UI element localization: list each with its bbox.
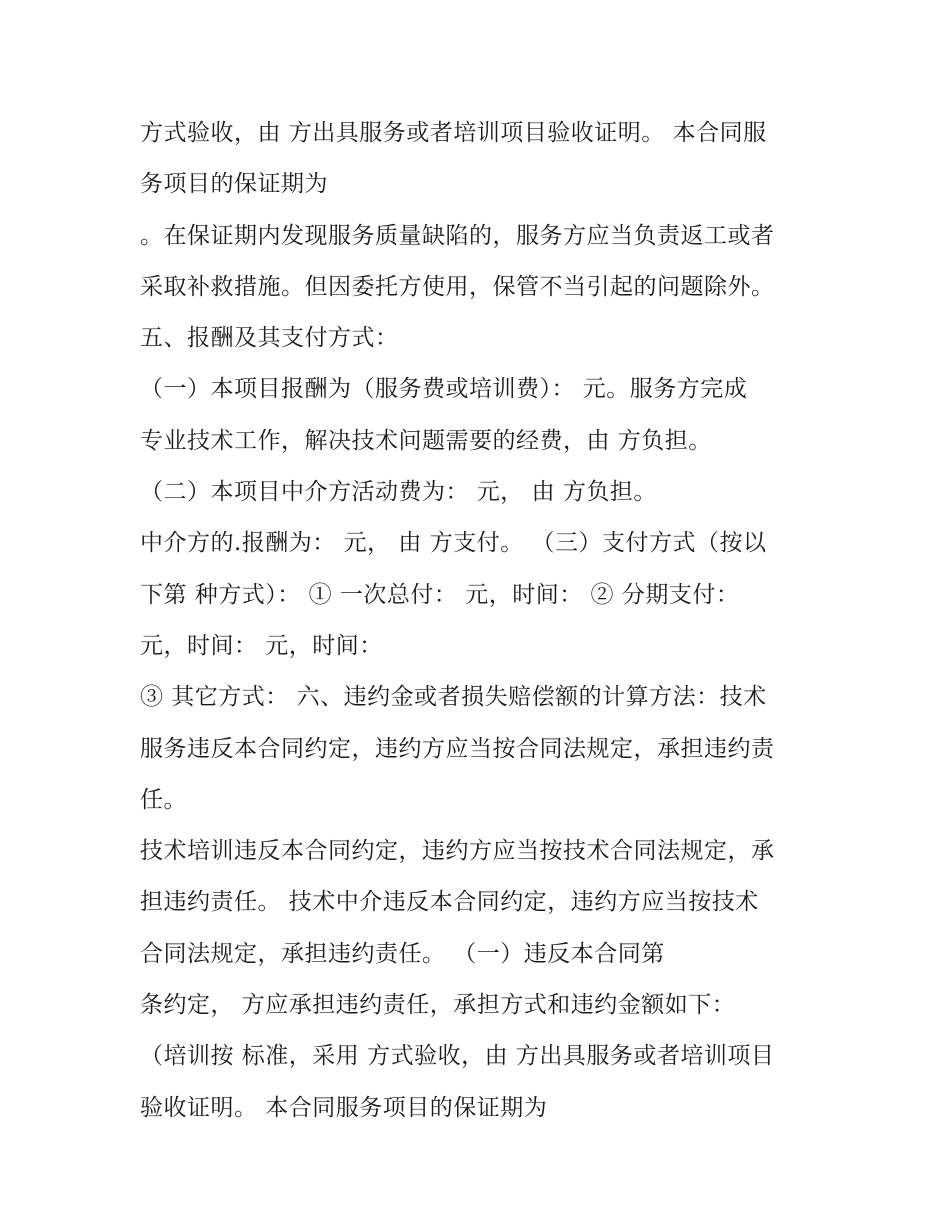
text-line: 条约定， 方应承担违约责任，承担方式和违约金额如下： bbox=[140, 992, 736, 1019]
text-line: 任。 bbox=[140, 786, 187, 813]
text-line: 中介方的.报酬为： 元， 由 方支付。 （三）支付方式（按以 bbox=[140, 530, 767, 557]
text-line: 采取补救措施。但因委托方使用，保管不当引起的问题除外。 bbox=[140, 273, 775, 300]
text-line: ③ 其它方式： 六、违约金或者损失赔偿额的计算方法：技术 bbox=[140, 684, 767, 711]
text-line: （一）本项目报酬为（服务费或培训费）： 元。服务方完成 bbox=[140, 376, 748, 403]
text-line: 验收证明。 本合同服务项目的保证期为 bbox=[140, 1094, 548, 1121]
text-line: （培训按 标准，采用 方式验收，由 方出具服务或者培训项目 bbox=[140, 1043, 775, 1070]
text-line: 。在保证期内发现服务质量缺陷的，服务方应当负责返工或者 bbox=[140, 222, 775, 249]
contract-text-body bbox=[140, 108, 830, 1134]
text-line: 合同法规定，承担违约责任。 （一）违反本合同第 bbox=[140, 940, 665, 967]
text-line: 元，时间： 元，时间： bbox=[140, 632, 383, 659]
text-line: 务项目的保证期为 bbox=[140, 171, 328, 198]
text-line: 服务违反本合同约定，违约方应当按合同法规定，承担违约责 bbox=[140, 735, 775, 762]
text-line: 技术培训违反本合同约定，违约方应当按技术合同法规定，承 bbox=[140, 838, 775, 865]
text-line: 担违约责任。 技术中介违反本合同约定，违约方应当按技术 bbox=[140, 889, 759, 916]
text-line: 方式验收，由 方出具服务或者培训项目验收证明。 本合同服 bbox=[140, 120, 767, 146]
text-line: 专业技术工作，解决技术问题需要的经费，由 方负担。 bbox=[140, 427, 712, 454]
text-line: （二）本项目中介方活动费为： 元， 由 方负担。 bbox=[140, 479, 657, 506]
section-heading-5: 五、报酬及其支付方式： bbox=[140, 325, 399, 352]
text-line: 下第 种方式）： ① 一次总付： 元，时间： ② 分期支付： bbox=[140, 581, 740, 608]
